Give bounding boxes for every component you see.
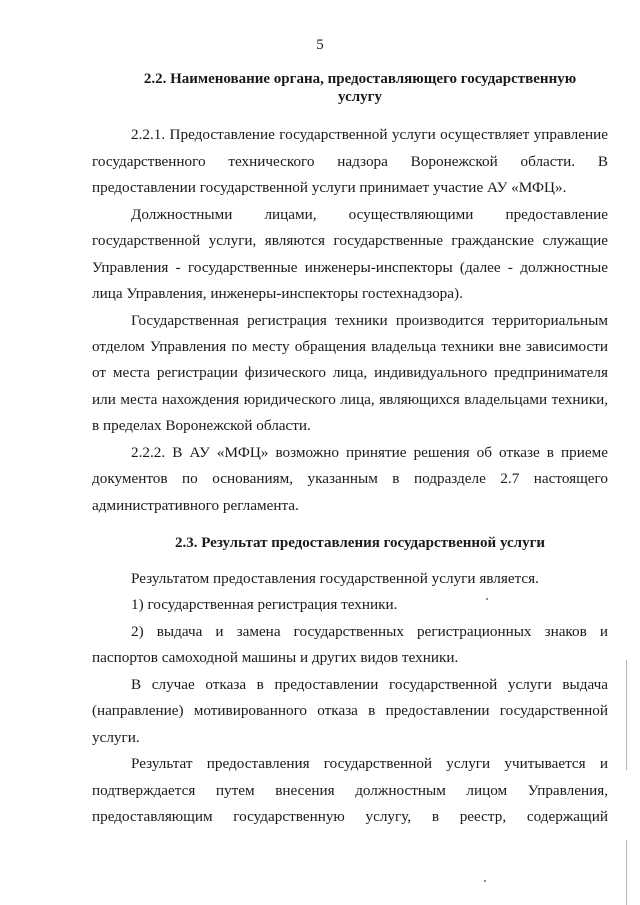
scan-speck xyxy=(484,880,486,882)
scan-edge-line xyxy=(626,840,627,905)
body-line: административного регламента. xyxy=(92,497,299,514)
body-line: Результатом предоставления государственной услуги является. xyxy=(131,570,539,587)
body-line: подтверждается путем внесения должностным лицом Управления, xyxy=(92,782,608,799)
body-line: Должностными лицами, осуществляющими предоставление xyxy=(131,206,608,223)
page-number: 5 xyxy=(316,37,324,53)
body-line: В случае отказа в предоставлении государственной услуги выдача xyxy=(131,676,608,693)
body-line: Государственная регистрация техники производится территориальным xyxy=(131,312,608,329)
body-line: паспортов самоходной машины и других видов техники. xyxy=(92,649,459,666)
body-line: предоставляющим государственную услугу, в реестр, содержащий xyxy=(92,808,608,825)
body-line: 2) выдача и замена государственных регистрационных знаков и xyxy=(131,623,608,640)
body-line: 2.2.1. Предоставление государственной услуги осуществляет управление xyxy=(131,126,608,143)
section-2-2-title-line-2: услугу xyxy=(338,89,382,105)
body-line: документов по основаниям, указанным в подразделе 2.7 настоящего xyxy=(92,470,608,487)
body-line: в пределах Воронежской области. xyxy=(92,417,311,434)
body-line: государственного технического надзора Воронежской области. В xyxy=(92,153,608,170)
scan-edge-line xyxy=(626,660,627,770)
body-line: государственной услуги, являются государственные гражданские служащие xyxy=(92,232,608,249)
body-line: (направление) мотивированного отказа в предоставлении государственной xyxy=(92,702,608,719)
body-line: услуги. xyxy=(92,729,140,746)
body-line: предоставлении государственной услуги принимает участие АУ «МФЦ». xyxy=(92,179,567,196)
body-line: 1) государственная регистрация техники. xyxy=(131,596,398,613)
scan-speck xyxy=(486,598,488,600)
body-line: Результат предоставления государственной услуги учитывается и xyxy=(131,755,608,772)
section-2-3-title: 2.3. Результат предоставления государственной услуги xyxy=(174,535,546,551)
section-2-2-title-line-1: 2.2. Наименование органа, предоставляющего государственную xyxy=(143,71,577,87)
body-line: Управления - государственные инженеры-инспекторы (далее - должностные xyxy=(92,259,608,276)
body-line: отделом Управления по месту обращения владельца техники вне зависимости xyxy=(92,338,608,355)
body-line: или места нахождения юридического лица, являющихся владельцами техники, xyxy=(92,391,608,408)
body-line: 2.2.2. В АУ «МФЦ» возможно принятие решения об отказе в приеме xyxy=(131,444,608,461)
body-line: лица Управления, инженеры-инспекторы гостехнадзора). xyxy=(92,285,463,302)
body-line: от места регистрации физического лица, индивидуального предпринимателя xyxy=(92,364,608,381)
